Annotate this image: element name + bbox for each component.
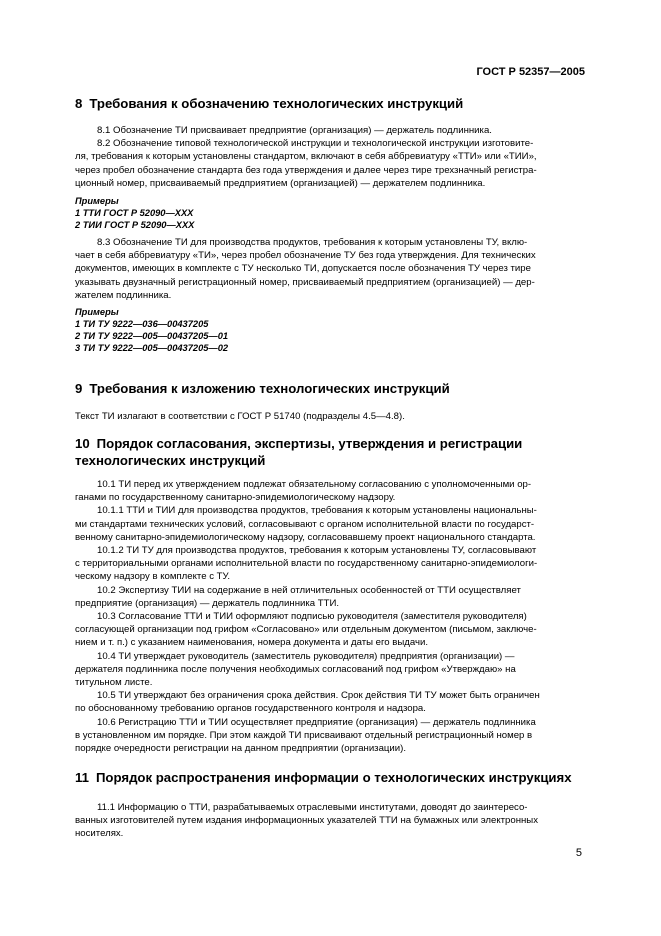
text-line: с территориальными органами исполнительной власти по государственному санитарно-эпидемиологи- xyxy=(75,558,538,570)
text-line: титульном листе. xyxy=(75,677,153,689)
section-9-body xyxy=(75,410,585,423)
section-number: 10 xyxy=(75,436,90,451)
paragraph-10-6 xyxy=(75,716,585,756)
text-line: венному санитарно-эпидемиологическому надзору, согласовавшему проект национального стандарта. xyxy=(75,531,536,543)
paragraph-8-3 xyxy=(75,236,585,302)
document-id-header: ГОСТ Р 52357—2005 xyxy=(476,66,585,78)
section-title: Порядок распространения информации о технологических инструкциях xyxy=(95,770,572,785)
text-line: 8.2 Обозначение типовой технологической инструкции и технологической инструкции изготовите- xyxy=(97,138,534,150)
section-8-body xyxy=(75,124,585,190)
page-number: 5 xyxy=(575,847,582,859)
text-line: 11.1 Информацию о ТТИ, разрабатываемых отраслевыми институтами, доводят до заинтересо- xyxy=(97,802,528,813)
text-line: 10.1.1 ТТИ и ТИИ для производства продуктов, требования к которым установлены национальны- xyxy=(97,505,537,517)
text-line: ми стандартами технических условий, согласовывают с органом исполнительной власти по государст- xyxy=(75,518,535,530)
paragraph-10-1-2 xyxy=(75,544,585,584)
text-line: 10.1 ТИ перед их утверждением подлежат обязательному согласованию с уполномоченными ор- xyxy=(97,479,532,490)
section-11-heading xyxy=(75,769,585,786)
paragraph-8-1: 8.1 Обозначение ТИ присваивает предприятие (организация) — держатель подлинника. xyxy=(97,125,492,136)
example-item: 1 ТИ ТУ 9222—036—00437205 xyxy=(75,319,209,329)
text-line: ганами по государственному санитарно-эпидемиологическому надзору. xyxy=(75,492,396,504)
text-line: нием и т. п.) с указанием наименования, номера документа и даты его выдачи. xyxy=(75,637,429,649)
example-item: 1 ТТИ ГОСТ Р 52090—ХХХ xyxy=(75,208,194,218)
text-line: ционный номер, присваиваемый предприятием (организацией) — держателем подлинника. xyxy=(75,177,486,189)
text-line: согласующей организации под грифом «Согласовано» или отдельным документом (письмом, заключе- xyxy=(75,624,537,636)
text-line: жателем подлинника. xyxy=(75,289,172,301)
text-line: ля, требования к которым установлены стандартом, включают в себя аббревиатуру «ТТИ» или «ТИИ», xyxy=(75,151,537,163)
section-10-body xyxy=(75,478,585,755)
text-line: документов, имеющих в комплекте с ТУ несколько ТИ, допускается после обозначения ТУ через тире xyxy=(75,263,531,275)
text-line: 10.3 Согласование ТТИ и ТИИ оформляют подписью руководителя (заместителя руководителя) xyxy=(97,611,527,623)
paragraph-8-2 xyxy=(75,137,585,190)
paragraph-10-4 xyxy=(75,650,585,690)
example-item: 3 ТИ ТУ 9222—005—00437205—02 xyxy=(75,343,229,353)
text-line: указывать двузначный регистрационный номер, присваиваемый предприятием (организацией) — дер- xyxy=(75,276,535,288)
example-item: 2 ТИ ТУ 9222—005—00437205—01 xyxy=(75,331,229,341)
text-line: 10.6 Регистрацию ТТИ и ТИИ осуществляет предприятие (организация) — держатель подлинника xyxy=(97,716,536,728)
text-line: 10.4 ТИ утверждает руководитель (заместитель руководителя) предприятия (организации) — xyxy=(97,650,515,662)
examples-label: Примеры xyxy=(75,196,119,206)
examples-label: Примеры xyxy=(75,307,119,317)
section-title-continued: технологических инструкций xyxy=(75,453,266,468)
paragraph-10-5 xyxy=(75,689,585,715)
text-line: предприятие (организация) — держатель подлинника ТТИ. xyxy=(75,597,340,609)
paragraph-10-1-1 xyxy=(75,504,585,544)
text-line: через пробел обозначение стандарта без года утверждения и далее через тире трехзначный регистра- xyxy=(75,164,537,176)
text-line: держателя подлинника после получения необходимых согласований под грифом «Утверждаю» на xyxy=(75,663,516,675)
examples-block-1 xyxy=(75,195,585,231)
section-number: 8 xyxy=(75,96,83,111)
text-line: по обоснованному требованию органов государственного контроля и надзора. xyxy=(75,703,426,715)
paragraph-11-1 xyxy=(75,801,585,841)
paragraph-10-3 xyxy=(75,610,585,650)
section-10-heading xyxy=(75,435,545,469)
section-8-heading xyxy=(75,95,585,112)
section-title: Требования к обозначению технологических инструкций xyxy=(89,96,464,111)
text-line: порядке очередности регистрации на данном предприятии (организации). xyxy=(75,743,406,755)
text-line: 10.5 ТИ утверждают без ограничения срока действия. Срок действия ТИ ТУ может быть ограничен xyxy=(97,690,540,702)
section-number: 11 xyxy=(75,770,89,785)
text-line: носителях. xyxy=(75,828,124,840)
section-number: 9 xyxy=(75,381,83,396)
text-line: ванных изготовителей путем издания информационных указателей ТТИ на бумажных или электронных xyxy=(75,815,538,827)
section-title: Порядок согласования, экспертизы, утверждения и регистрации xyxy=(96,436,523,451)
text-line: 8.3 Обозначение ТИ для производства продуктов, требования к которым установлены ТУ, вклю- xyxy=(97,237,528,248)
paragraph-10-1 xyxy=(75,478,585,504)
paragraph-10-2 xyxy=(75,584,585,610)
text-line: ческому надзору в комплекте с ТУ. xyxy=(75,571,231,583)
section-9-heading xyxy=(75,380,585,397)
text-line: чает в себя аббревиатуру «ТИ», через пробел обозначение ТУ без года утверждения. Для технических xyxy=(75,250,536,262)
text-line: 10.2 Экспертизу ТИИ на содержание в ней отличительных особенностей от ТТИ осуществляет xyxy=(97,584,521,596)
text-line: в установленном им порядке. При этом каждой ТИ присваивают отдельный регистрационный номер в xyxy=(75,729,533,741)
example-item: 2 ТИИ ГОСТ Р 52090—ХХХ xyxy=(75,220,195,230)
paragraph-9: Текст ТИ излагают в соответствии с ГОСТ Р 51740 (подразделы 4.5—4.8). xyxy=(75,411,405,422)
text-line: 10.1.2 ТИ ТУ для производства продуктов, требования к которым установлены ТУ, согласовывают xyxy=(97,545,537,557)
examples-block-2 xyxy=(75,306,585,354)
section-11-body xyxy=(75,801,585,841)
section-title: Требования к изложению технологических инструкций xyxy=(89,381,450,396)
